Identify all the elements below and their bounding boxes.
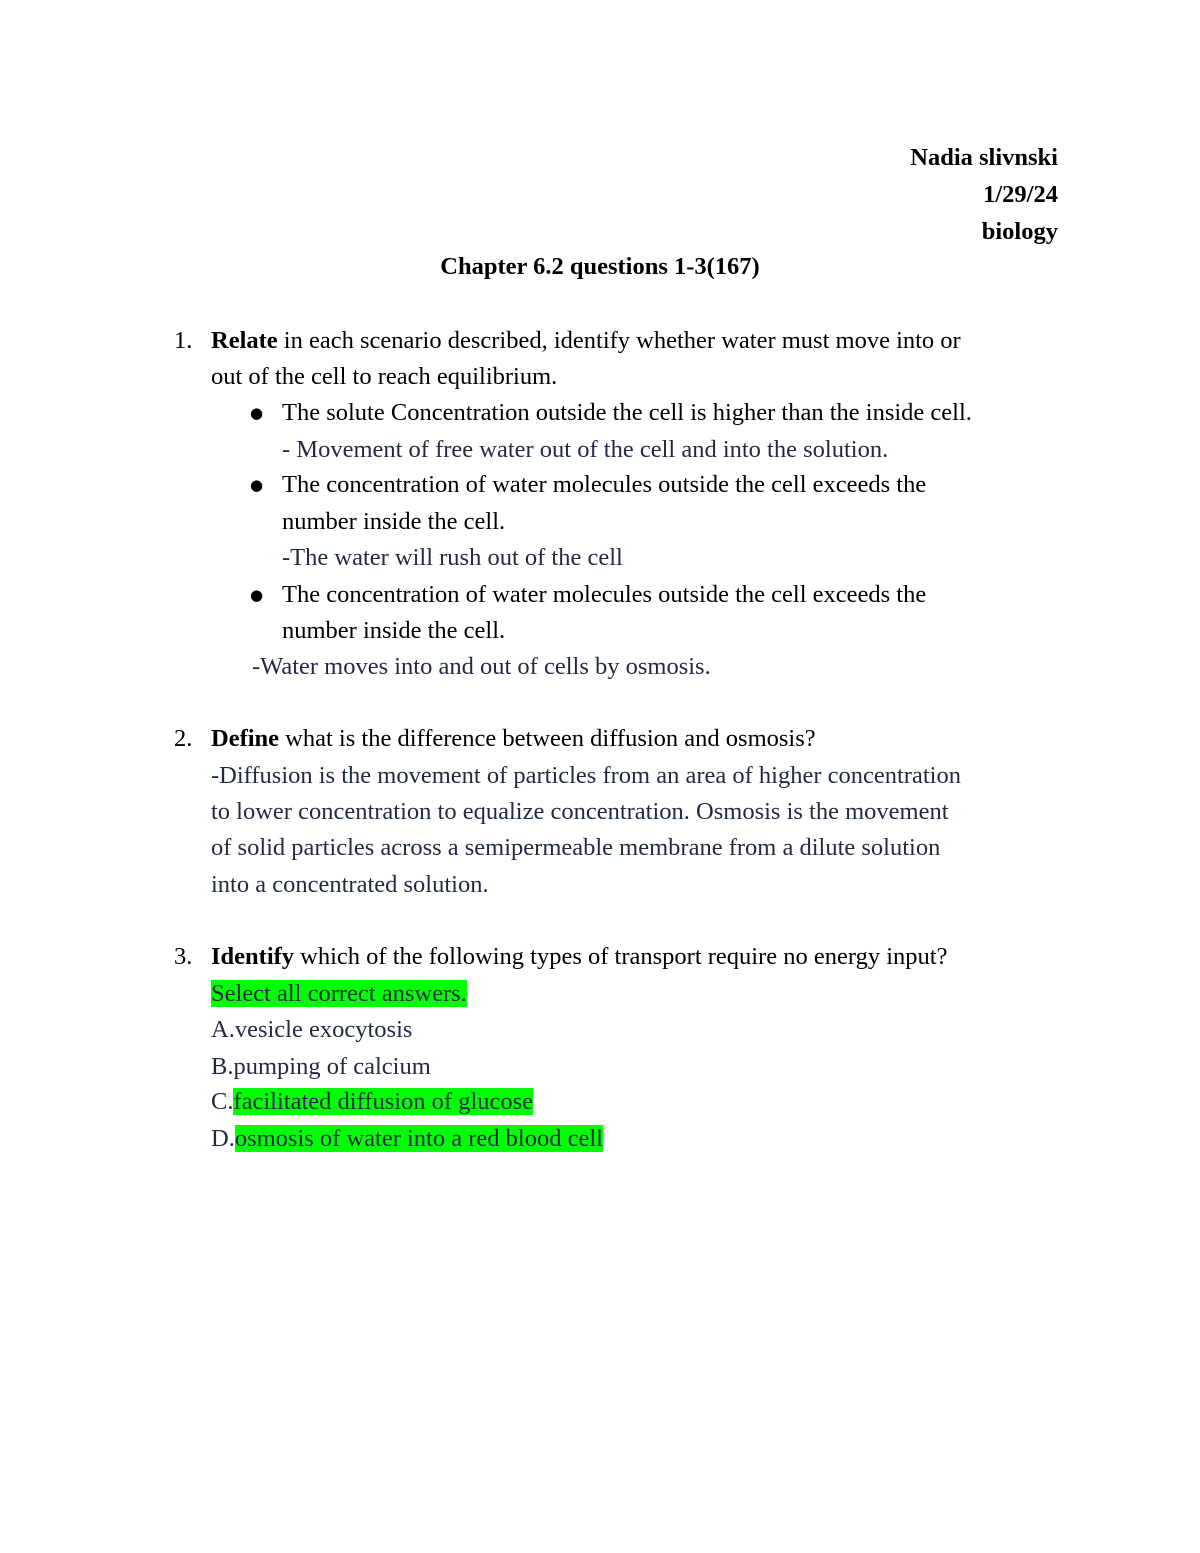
question-1-text: in each scenario described, identify whether water must move into or [277, 327, 961, 354]
q2-answer-line-2: to lower concentration to equalize concentration. Osmosis is the movement [211, 798, 949, 825]
q1-bullet-1-text: The solute Concentration outside the cell is higher than the inside cell. [282, 399, 972, 426]
q1-bullet-2-answer: -The water will rush out of the cell [282, 544, 623, 571]
bullet-icon: ● [250, 404, 264, 422]
q3-option-a-text: vesicle exocytosis [234, 1016, 413, 1043]
document-date: 1/29/24 [983, 181, 1058, 208]
q3-option-d-letter: D. [211, 1125, 235, 1152]
question-1-number: 1. [174, 327, 193, 354]
q1-bullet-3-text-line-1: The concentration of water molecules outside the cell exceeds the [282, 581, 927, 608]
bullet-icon: ● [250, 586, 264, 604]
question-3-number: 3. [174, 943, 193, 970]
q3-instruction [211, 979, 467, 1009]
q1-bullet-3-answer: -Water moves into and out of cells by osmosis. [252, 653, 711, 680]
page-title: Chapter 6.2 questions 1-3(167) [440, 253, 760, 280]
question-2-text: what is the difference between diffusion and osmosis? [279, 725, 816, 752]
q3-option-b-letter: B. [211, 1053, 234, 1080]
question-1-line-2: out of the cell to reach equilibrium. [211, 363, 558, 390]
q2-answer-line-1: -Diffusion is the movement of particles from an area of higher concentration [211, 762, 961, 789]
bullet-icon: ● [250, 476, 264, 494]
question-2-line [211, 724, 816, 754]
subject: biology [981, 218, 1058, 245]
q3-option-b-text: pumping of calcium [233, 1053, 431, 1080]
question-1-line-1 [211, 326, 961, 356]
q3-option-c-text-highlight: facilitated diffusion of glucose [233, 1088, 534, 1115]
question-1-keyword: Relate [211, 327, 278, 354]
q1-bullet-2-text-line-1: The concentration of water molecules outside the cell exceeds the [282, 471, 927, 498]
question-3-keyword: Identify [211, 943, 295, 970]
q3-option-a-letter: A. [211, 1016, 235, 1043]
question-2-number: 2. [174, 725, 193, 752]
q3-option-a [211, 1015, 412, 1045]
q3-option-c [211, 1087, 533, 1117]
q3-option-d-text-highlight: osmosis of water into a red blood cell [234, 1125, 603, 1152]
q1-bullet-1-answer: - Movement of free water out of the cell and into the solution. [282, 436, 889, 463]
question-2-keyword: Define [211, 725, 280, 752]
q3-option-b [211, 1052, 431, 1082]
q3-option-d [211, 1124, 603, 1154]
q2-answer-line-3: of solid particles across a semipermeable membrane from a dilute solution [211, 834, 941, 861]
question-3-line [211, 942, 947, 972]
author-name: Nadia slivnski [910, 144, 1058, 171]
q2-answer-line-4: into a concentrated solution. [211, 871, 489, 898]
q3-option-c-letter: C. [211, 1088, 234, 1115]
question-3-text: which of the following types of transport require no energy input? [294, 943, 948, 970]
q3-instruction-highlight: Select all correct answers. [211, 980, 467, 1007]
q1-bullet-2-text-line-2: number inside the cell. [282, 508, 506, 535]
q1-bullet-3-text-line-2: number inside the cell. [282, 617, 506, 644]
